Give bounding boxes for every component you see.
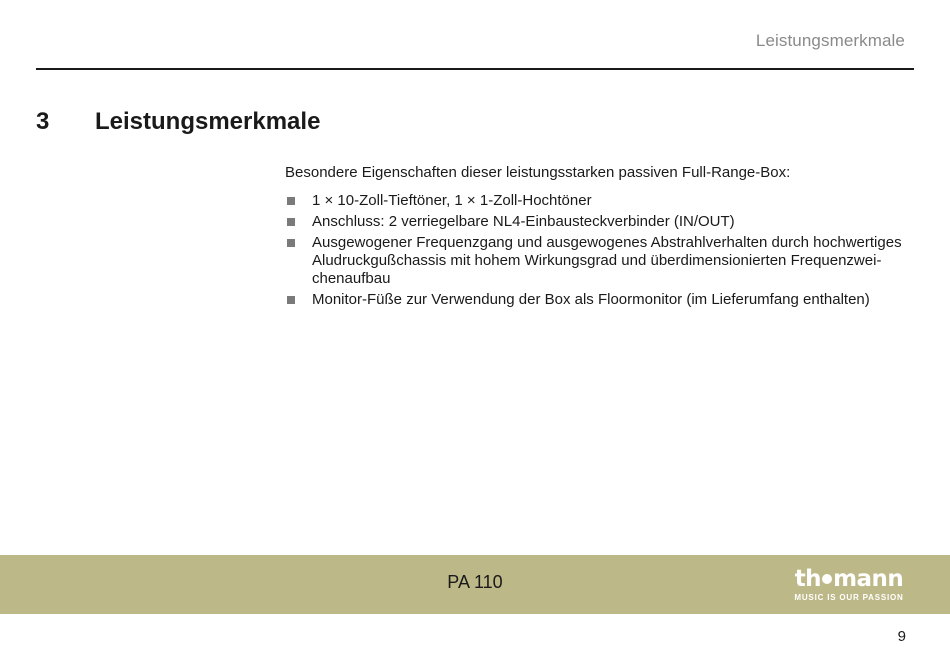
square-bullet-icon	[287, 296, 295, 304]
square-bullet-icon	[287, 218, 295, 226]
feature-list-item	[285, 291, 915, 309]
logo-tagline: MUSIC IS OUR PASSION	[794, 593, 904, 602]
feature-text: Ausgewogener Frequenzgang und ausgewogenes Abstrahlverhalten durch hochwertiges Aludruckgußchassis mit hohem Wirkungsgrad und überdimensionierten Frequenzwei-chenaufbau	[312, 234, 902, 287]
feature-list-item	[285, 192, 915, 210]
feature-section	[285, 164, 915, 312]
footer-band	[0, 555, 950, 614]
chapter-number: 3	[36, 108, 50, 135]
logo-dot-icon	[822, 574, 832, 584]
logo-wordmark-right: mann	[833, 566, 904, 592]
square-bullet-icon	[287, 197, 295, 205]
running-header-title: Leistungsmerkmale	[755, 31, 905, 50]
header-divider	[36, 68, 914, 70]
feature-list-item	[285, 213, 915, 231]
logo-wordmark-left: th	[794, 566, 822, 592]
square-bullet-icon	[287, 239, 295, 247]
product-name: PA 110	[447, 572, 503, 592]
feature-text: Anschluss: 2 verriegelbare NL4-Einbausteckverbinder (IN/OUT)	[312, 213, 735, 230]
feature-list-item	[285, 234, 915, 288]
chapter-heading	[36, 108, 320, 136]
page-number: 9	[897, 628, 906, 645]
logo-wordmark	[792, 567, 906, 591]
feature-list	[285, 192, 915, 309]
thomann-logo	[792, 567, 906, 602]
feature-text: 1 × 10-Zoll-Tieftöner, 1 × 1-Zoll-Hochtöner	[312, 192, 592, 209]
chapter-title: Leistungsmerkmale	[95, 108, 321, 135]
intro-text: Besondere Eigenschaften dieser leistungsstarken passiven Full-Range-Box:	[285, 164, 791, 181]
feature-text: Monitor-Füße zur Verwendung der Box als Floormonitor (im Lieferumfang enthalten)	[312, 291, 870, 308]
